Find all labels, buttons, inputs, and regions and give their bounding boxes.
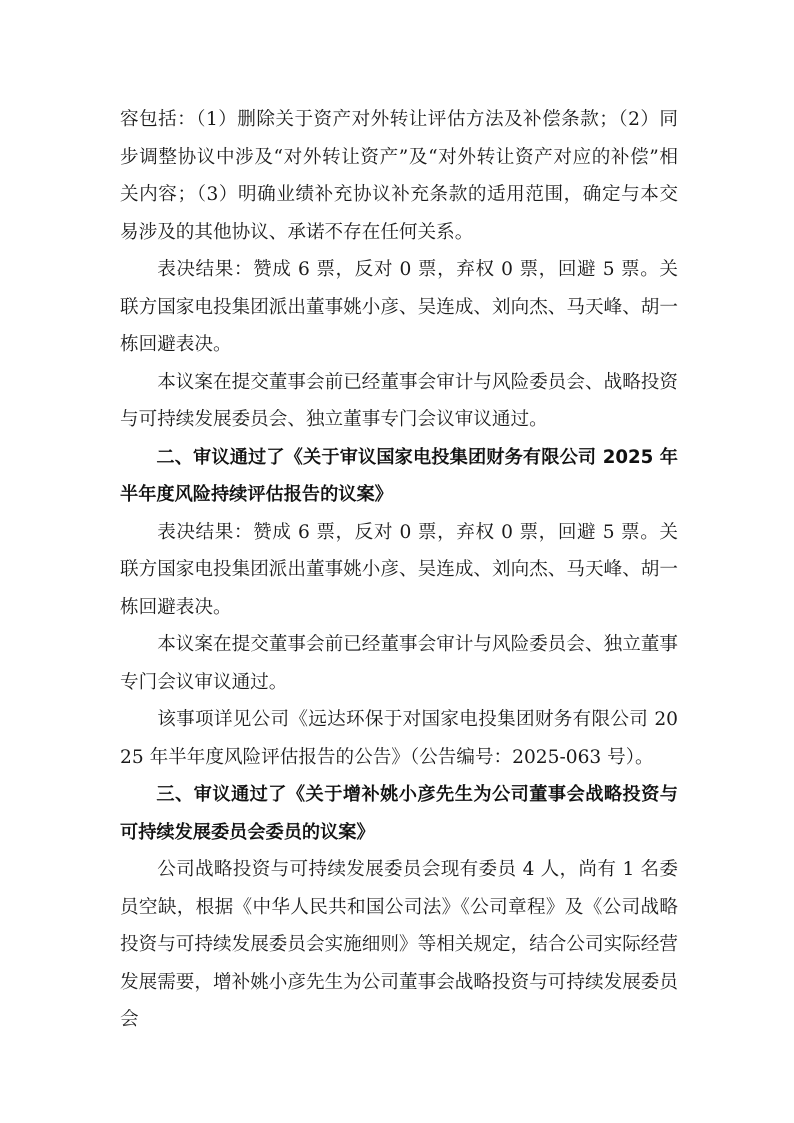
section-heading-3: 三、审议通过了《关于增补姚小彦先生为公司董事会战略投资与可持续发展委员会委员的议案》 <box>120 784 678 843</box>
paragraph-committee-member-addition: 公司战略投资与可持续发展委员会现有委员 4 人，尚有 1 名委员空缺，根据《中华人民共和国公司法》《公司章程》及《公司战略投资与可持续发展委员会实施细则》等相关规定，结合公司实际经营发展需要，增补姚小彦先生为公司董事会战略投资与可持续发展委员会 <box>120 859 678 1030</box>
paragraph-committee-review-1: 本议案在提交董事会前已经董事会审计与风险委员会、战略投资与可持续发展委员会、独立董事专门会议审议通过。 <box>120 371 678 430</box>
document-body <box>120 101 678 1039</box>
paragraph-agreement-changes: 容包括：（1）删除关于资产对外转让评估方法及补偿条款；（2）同步调整协议中涉及“对外转让资产”及“对外转让资产对应的补偿”相关内容；（3）明确业绩补充协议补充条款的适用范围，确定与本交易涉及的其他协议、承诺不存在任何关系。 <box>120 109 678 243</box>
paragraph-vote-result-1: 表决结果：赞成 6 票，反对 0 票，弃权 0 票，回避 5 票。关联方国家电投集团派出董事姚小彦、吴连成、刘向杰、马天峰、胡一栋回避表决。 <box>120 259 678 355</box>
paragraph-vote-result-2: 表决结果：赞成 6 票，反对 0 票，弃权 0 票，回避 5 票。关联方国家电投集团派出董事姚小彦、吴连成、刘向杰、马天峰、胡一栋回避表决。 <box>120 521 678 618</box>
paragraph-committee-review-2: 本议案在提交董事会前已经董事会审计与风险委员会、独立董事专门会议审议通过。 <box>120 634 678 693</box>
paragraph-announcement-reference: 该事项详见公司《远达环保于对国家电投集团财务有限公司 2025 年半年度风险评估报告的公告》（公告编号：2025-063 号）。 <box>120 709 678 768</box>
section-heading-2: 二、审议通过了《关于审议国家电投集团财务有限公司 2025 年半年度风险持续评估报告的议案》 <box>120 446 678 505</box>
